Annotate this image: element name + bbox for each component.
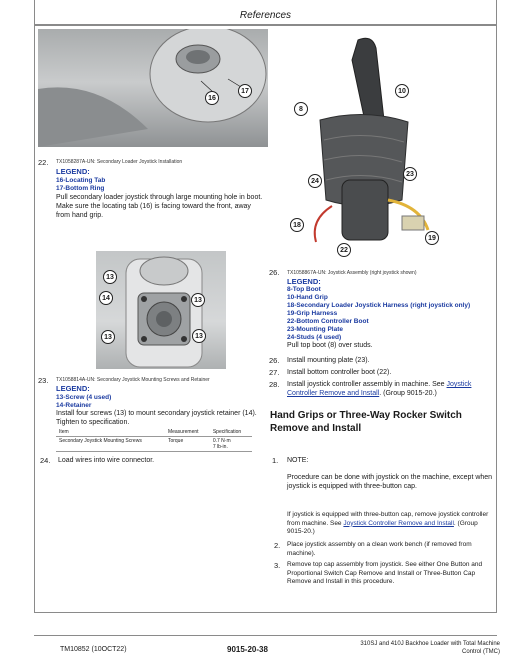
step-26-legend-item: 24-Studs (4 used) (287, 334, 342, 341)
step-26-legend-item: 23-Mounting Plate (287, 326, 343, 333)
step-23-number: 23. (38, 376, 49, 385)
section-title-line-2: Remove and Install (270, 423, 362, 434)
step-24-number: 24. (40, 456, 51, 465)
section-step-1-sub-text: If joystick is equipped with three-button cap, remove joystick controller from machine. See (287, 511, 489, 527)
step-26-text: Pull top boot (8) over studs. (287, 342, 373, 349)
step-27-text: Install bottom controller boot (22). (287, 369, 392, 376)
step-28-text-block (287, 380, 493, 398)
step-26b-number: 26. (269, 356, 280, 365)
step-28-number: 28. (269, 380, 280, 389)
callout-19: 19 (425, 231, 439, 245)
callout-17: 17 (238, 84, 252, 98)
joystick-install-illustration (38, 29, 268, 147)
torque-spec-table (56, 428, 252, 452)
callout-24: 24 (308, 174, 322, 188)
step-22-legend-title: LEGEND: (56, 167, 90, 176)
callout-13: 13 (103, 270, 117, 284)
step-22-legend-item: 16-Locating Tab (56, 177, 106, 184)
step-28-text: Install joystick controller assembly in machine. See (287, 381, 445, 388)
step-26-caption: TX1058867A-UN: Joystick Assembly (right joystick shown) (287, 270, 417, 276)
step-22-caption: TX1058287A-UN: Secondary Loader Joystick Installation (56, 159, 183, 165)
step-26-legend-item: 19-Grip Harness (287, 310, 338, 317)
step-24-text: Load wires into wire connector. (58, 457, 155, 464)
step-23-caption: TX1058814A-UN: Secondary Joystick Mounting Screws and Retainer (56, 377, 210, 383)
footer-manual-title (300, 640, 500, 656)
step-26-number: 26. (269, 268, 280, 277)
retainer-illustration (96, 251, 226, 369)
section-step-3-number: 3. (274, 561, 281, 570)
footer-page-number: 9015-20-38 (227, 645, 268, 654)
table-row (56, 437, 252, 452)
section-step-1-sub-suffix: . (Group 9015-20.) (287, 519, 478, 535)
step-23-legend-title: LEGEND: (56, 384, 90, 393)
footer-divider (34, 635, 497, 636)
photo-mounting-screws-retainer (96, 251, 226, 369)
note-label: NOTE: (287, 457, 309, 464)
callout-8: 8 (294, 102, 308, 116)
joystick-controller-link[interactable]: Joystick Controller Remove and Install (287, 381, 472, 397)
joystick-controller-link-2[interactable]: Joystick Controller Remove and Install (343, 519, 454, 527)
callout-13: 13 (191, 293, 205, 307)
step-27-number: 27. (269, 368, 280, 377)
footer-manual-title-line-2: Control (TMC) (461, 649, 500, 655)
callout-13: 13 (192, 329, 206, 343)
step-26b-text: Install mounting plate (23). (287, 357, 370, 364)
step-22-number: 22. (38, 158, 49, 167)
spec-cell-specification: 0.7 N·m 7 lb-in. (210, 437, 252, 452)
step-28-suffix: . (Group 9015-20.) (379, 390, 437, 397)
spec-header-measurement: Measurement (165, 428, 210, 437)
step-23-text: Install four screws (13) to mount secondary joystick retainer (14). Tighten to specification. (56, 410, 257, 426)
section-step-2-number: 2. (274, 541, 281, 550)
section-title (270, 409, 496, 435)
callout-10: 10 (395, 84, 409, 98)
joystick-assembly-illustration (280, 30, 440, 255)
page-header: References (239, 10, 292, 21)
footer-manual-title-line-1: 310SJ and 410J Backhoe Loader with Total Machine (360, 641, 500, 647)
note-text: Procedure can be done with joystick on the machine, except when joystick is equipped with three-button cap. (287, 474, 493, 490)
step-23-legend-item: 13-Screw (4 used) (56, 394, 112, 401)
spec-header-item: Item (56, 428, 165, 437)
step-23-legend-item: 14-Retainer (56, 402, 92, 409)
spec-header-specification: Specification (210, 428, 252, 437)
photo-joystick-assembly (280, 30, 440, 255)
photo-secondary-joystick-install (38, 29, 268, 147)
footer-document-id: TM10852 (10OCT22) (60, 646, 127, 653)
callout-23: 23 (403, 167, 417, 181)
callout-14: 14 (99, 291, 113, 305)
step-26-legend-item: 22-Bottom Controller Boot (287, 318, 369, 325)
step-26-legend-title: LEGEND: (287, 277, 321, 286)
step-26-legend-item: 18-Secondary Loader Joystick Harness (right joystick only) (287, 302, 471, 309)
callout-22: 22 (337, 243, 351, 257)
section-step-1-sub-block (287, 511, 493, 537)
section-step-3-text: Remove top cap assembly from joystick. See either One Button and Proportional Switch Cap Remove and Install or Three-Button Cap Remove and Install in this procedure. (287, 561, 483, 585)
step-26-legend-item: 10-Hand Grip (287, 294, 328, 301)
callout-13: 13 (101, 330, 115, 344)
section-title-line-1: Hand Grips or Three-Way Rocker Switch (270, 410, 462, 421)
spec-cell-measurement: Torque (165, 437, 210, 452)
section-step-2-text: Place joystick assembly on a clean work bench (if removed from machine). (287, 541, 472, 557)
callout-16: 16 (205, 91, 219, 105)
step-22-text: Pull secondary loader joystick through large mounting hole in boot. Make sure the locating tab (16) is facing toward the front, away from hand grip. (56, 194, 263, 219)
step-22-legend-item: 17-Bottom Ring (56, 185, 105, 192)
section-step-1-number: 1. (272, 456, 279, 465)
callout-18: 18 (290, 218, 304, 232)
step-26-legend-item: 8-Top Boot (287, 286, 321, 293)
spec-cell-item: Secondary Joystick Mounting Screws (56, 437, 165, 452)
